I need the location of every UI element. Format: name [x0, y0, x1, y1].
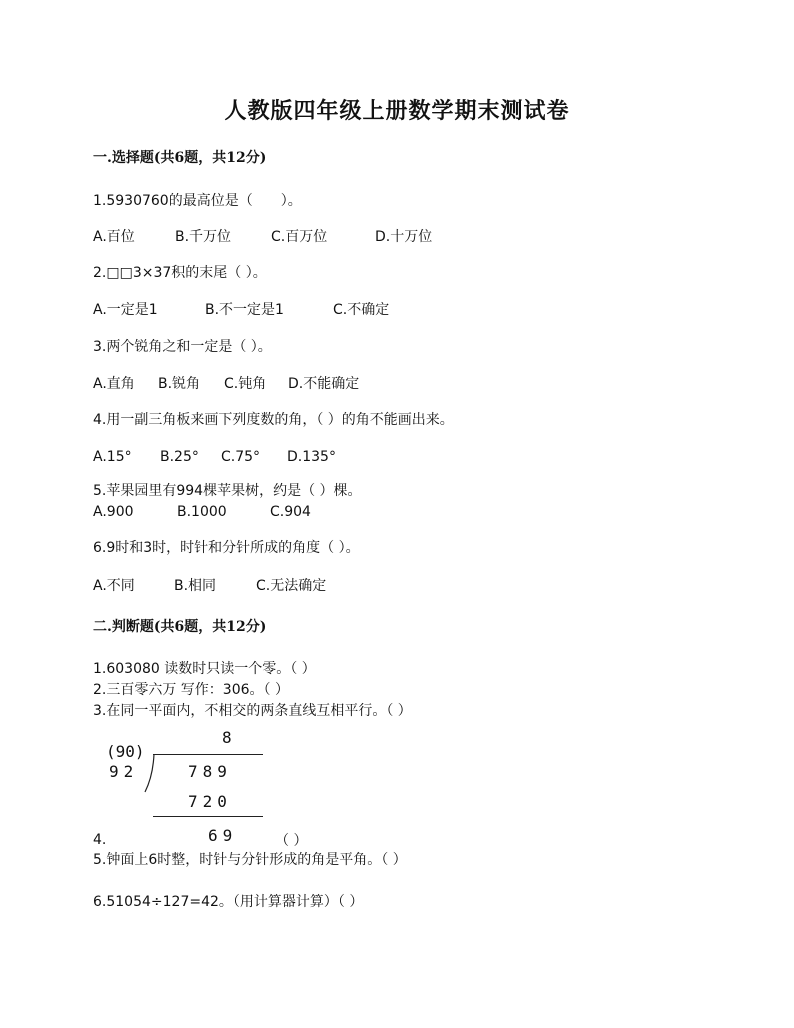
judge-question-5: 5.钟面上6时整，时针与分针形成的角是平角。（ ）	[93, 852, 407, 868]
option-a: A.百位	[93, 229, 135, 245]
option-a: A.15°	[93, 449, 132, 465]
question-2-options	[93, 301, 389, 319]
division-bar	[153, 754, 263, 755]
section-heading-judge: 二.判断题(共6题，共12分)	[93, 619, 267, 635]
option-a: A.900	[93, 504, 134, 520]
option-b: B.25°	[160, 449, 199, 465]
option-c: C.百万位	[271, 229, 328, 245]
section-heading-choice: 一.选择题(共6题，共12分)	[93, 150, 267, 166]
dividend: 789	[188, 762, 232, 781]
judge-question-4-number: 4.	[93, 832, 107, 848]
option-c: C.不确定	[333, 302, 390, 318]
question-4-stem: 4.用一副三角板来画下列度数的角，（ ）的角不能画出来。	[93, 412, 454, 428]
page-title: 人教版四年级上册数学期末测试卷	[224, 98, 570, 124]
judge-question-2: 2.三百零六万 写作：306。（ ）	[93, 682, 289, 698]
option-b: B.相同	[174, 578, 217, 594]
question-3-options	[93, 375, 359, 393]
question-3-stem: 3.两个锐角之和一定是（ ）。	[93, 339, 272, 355]
question-4-options	[93, 448, 336, 466]
question-5-options	[93, 503, 311, 521]
option-d: D.十万位	[375, 229, 433, 245]
judge-question-4-bracket: （ ）	[275, 833, 308, 849]
product: 720	[188, 792, 232, 811]
question-6-options	[93, 577, 326, 595]
option-d: D.135°	[287, 449, 336, 465]
divisor: 92	[109, 762, 139, 781]
option-c: C.75°	[221, 449, 261, 465]
judge-question-3: 3.在同一平面内，不相交的两条直线互相平行。（ ）	[93, 703, 412, 719]
option-c: C.904	[270, 504, 311, 520]
option-d: D.不能确定	[288, 376, 360, 392]
question-6-stem: 6.9时和3时，时针和分针所成的角度（ ）。	[93, 540, 360, 556]
option-c: C.钝角	[224, 376, 267, 392]
question-2-stem: 2.□□3×37积的末尾（ ）。	[93, 265, 267, 281]
option-b: B.千万位	[175, 229, 232, 245]
option-c: C.无法确定	[256, 578, 327, 594]
quotient: 8	[222, 728, 237, 747]
option-b: B.1000	[177, 504, 227, 520]
long-division-figure	[93, 726, 293, 856]
judge-question-1: 1.603080 读数时只读一个零。（ ）	[93, 661, 316, 677]
option-a: A.直角	[93, 376, 135, 392]
option-a: A.不同	[93, 578, 135, 594]
division-bracket	[143, 754, 157, 794]
option-b: B.锐角	[158, 376, 201, 392]
question-1-stem: 1.5930760的最高位是（ ）。	[93, 193, 302, 209]
remainder: 69	[208, 826, 238, 845]
question-1-options	[93, 228, 432, 246]
option-b: B.不一定是1	[205, 302, 284, 318]
question-5-stem: 5.苹果园里有994棵苹果树，约是（ ）棵。	[93, 483, 362, 499]
estimate-note: (90)	[106, 742, 145, 761]
subtraction-line	[153, 816, 263, 817]
option-a: A.一定是1	[93, 302, 158, 318]
judge-question-6: 6.51054÷127=42。（用计算器计算）（ ）	[93, 894, 364, 910]
